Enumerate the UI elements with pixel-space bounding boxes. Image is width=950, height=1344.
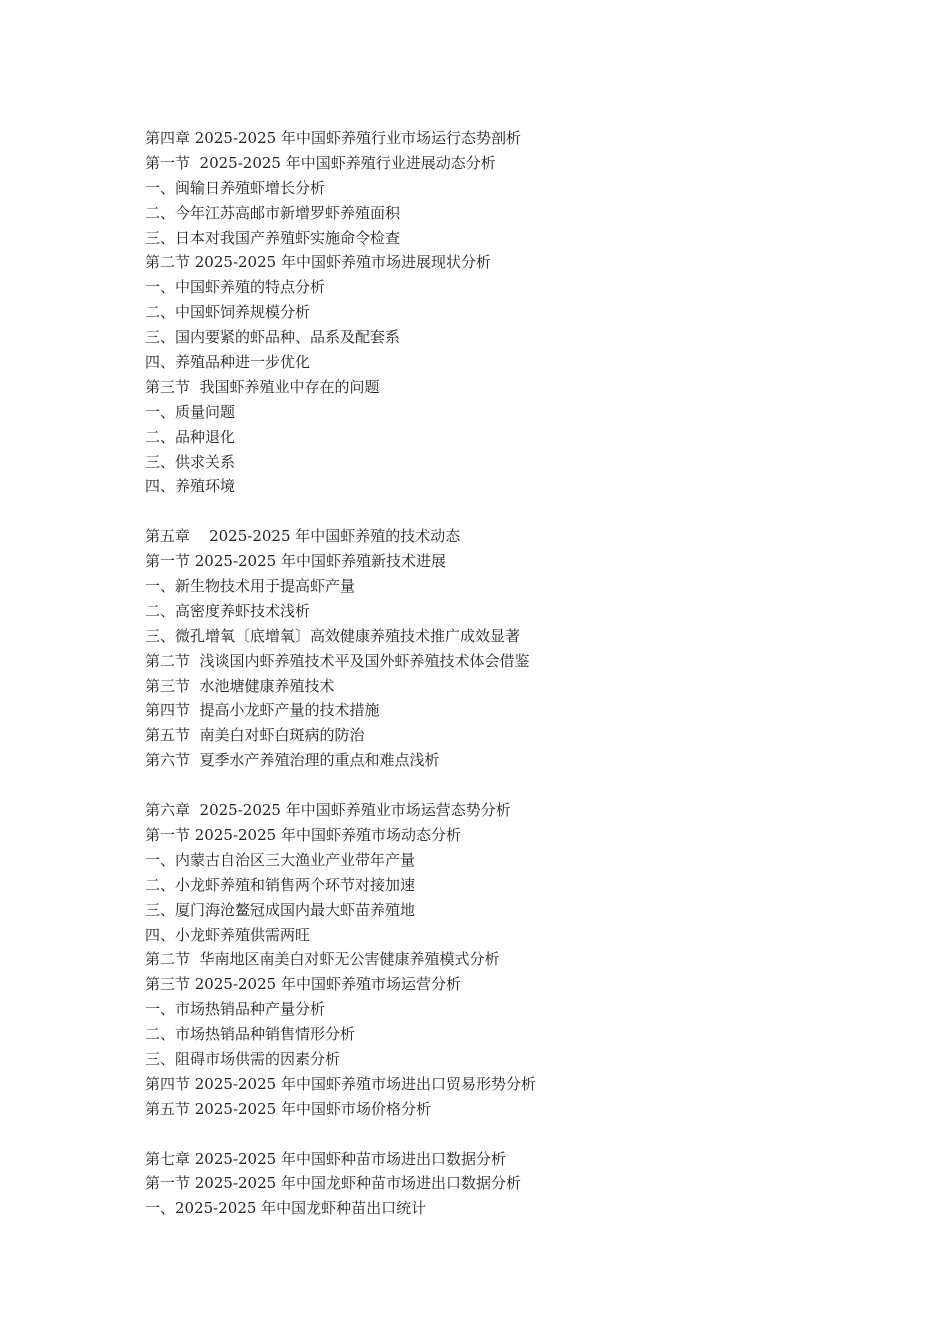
section-heading: 第二节 浅谈国内虾养殖技术平及国外虾养殖技术体会借鉴 — [145, 651, 530, 670]
chapter-spacer — [145, 1122, 845, 1147]
chapter-spacer — [145, 499, 845, 524]
section-heading: 第四节 提高小龙虾产量的技术措施 — [145, 701, 380, 720]
section-heading: 第一节 2025-2025 年中国虾养殖行业进展动态分析 — [145, 153, 496, 172]
chapter-5-block — [145, 524, 845, 773]
list-item: 一、2025-2025 年中国龙虾种苗出口统计 — [145, 1199, 427, 1218]
chapter-heading: 第五章 2025-2025 年中国虾养殖的技术动态 — [145, 527, 461, 546]
list-item: 一、质量问题 — [145, 402, 236, 421]
list-item: 三、厦门海沧鳌冠成国内最大虾苗养殖地 — [145, 900, 416, 919]
chapter-spacer — [145, 773, 845, 798]
section-heading: 第四节 2025-2025 年中国虾养殖市场进出口贸易形势分析 — [145, 1074, 536, 1093]
list-item: 二、高密度养虾技术浅析 — [145, 601, 311, 620]
section-heading: 第六节 夏季水产养殖治理的重点和难点浅析 — [145, 751, 440, 770]
section-heading: 第三节 2025-2025 年中国虾养殖市场运营分析 — [145, 975, 461, 994]
list-item: 三、阻碍市场供需的因素分析 — [145, 1049, 341, 1068]
chapter-heading: 第七章 2025-2025 年中国虾种苗市场进出口数据分析 — [145, 1149, 506, 1168]
list-item: 二、品种退化 — [145, 427, 236, 446]
list-item: 四、小龙虾养殖供需两旺 — [145, 925, 311, 944]
section-heading: 第二节 2025-2025 年中国虾养殖市场进展现状分析 — [145, 253, 491, 272]
chapter-7-block — [145, 1147, 845, 1222]
list-item: 四、养殖环境 — [145, 477, 236, 496]
list-item: 三、微孔增氧〔底增氧〕高效健康养殖技术推广成效显著 — [145, 626, 521, 645]
list-item: 二、中国虾饲养规模分析 — [145, 303, 311, 322]
chapter-heading: 第四章 2025-2025 年中国虾养殖行业市场运行态势剖析 — [145, 129, 521, 147]
section-heading: 第一节 2025-2025 年中国虾养殖新技术进展 — [145, 552, 446, 571]
section-heading: 第一节 2025-2025 年中国龙虾种苗市场进出口数据分析 — [145, 1174, 521, 1193]
list-item: 一、新生物技术用于提高虾产量 — [145, 577, 356, 596]
section-heading: 第二节 华南地区南美白对虾无公害健康养殖模式分析 — [145, 950, 500, 969]
chapter-6-block — [145, 798, 845, 1122]
list-item: 一、中国虾养殖的特点分析 — [145, 278, 326, 297]
list-item: 一、闽输日养殖虾增长分析 — [145, 178, 326, 197]
section-heading: 第三节 水池塘健康养殖技术 — [145, 676, 335, 695]
list-item: 三、日本对我国产养殖虾实施命令检查 — [145, 228, 401, 247]
list-item: 二、市场热销品种销售情形分析 — [145, 1025, 356, 1044]
section-heading: 第五节 南美白对虾白斑病的防治 — [145, 726, 365, 745]
list-item: 三、供求关系 — [145, 452, 236, 471]
list-item: 一、内蒙古自治区三大渔业产业带年产量 — [145, 850, 416, 869]
chapter-4-block — [145, 126, 845, 499]
document-page — [145, 126, 845, 1221]
list-item: 二、小龙虾养殖和销售两个环节对接加速 — [145, 875, 416, 894]
list-item: 一、市场热销品种产量分析 — [145, 1000, 326, 1019]
section-heading: 第三节 我国虾养殖业中存在的问题 — [145, 377, 380, 396]
chapter-heading: 第六章 2025-2025 年中国虾养殖业市场运营态势分析 — [145, 801, 511, 820]
list-item: 四、养殖品种进一步优化 — [145, 353, 311, 372]
list-item: 二、今年江苏高邮市新增罗虾养殖面积 — [145, 203, 401, 222]
list-item: 三、国内要紧的虾品种、品系及配套系 — [145, 328, 401, 347]
section-heading: 第五节 2025-2025 年中国虾市场价格分析 — [145, 1099, 431, 1118]
section-heading: 第一节 2025-2025 年中国虾养殖市场动态分析 — [145, 825, 461, 844]
